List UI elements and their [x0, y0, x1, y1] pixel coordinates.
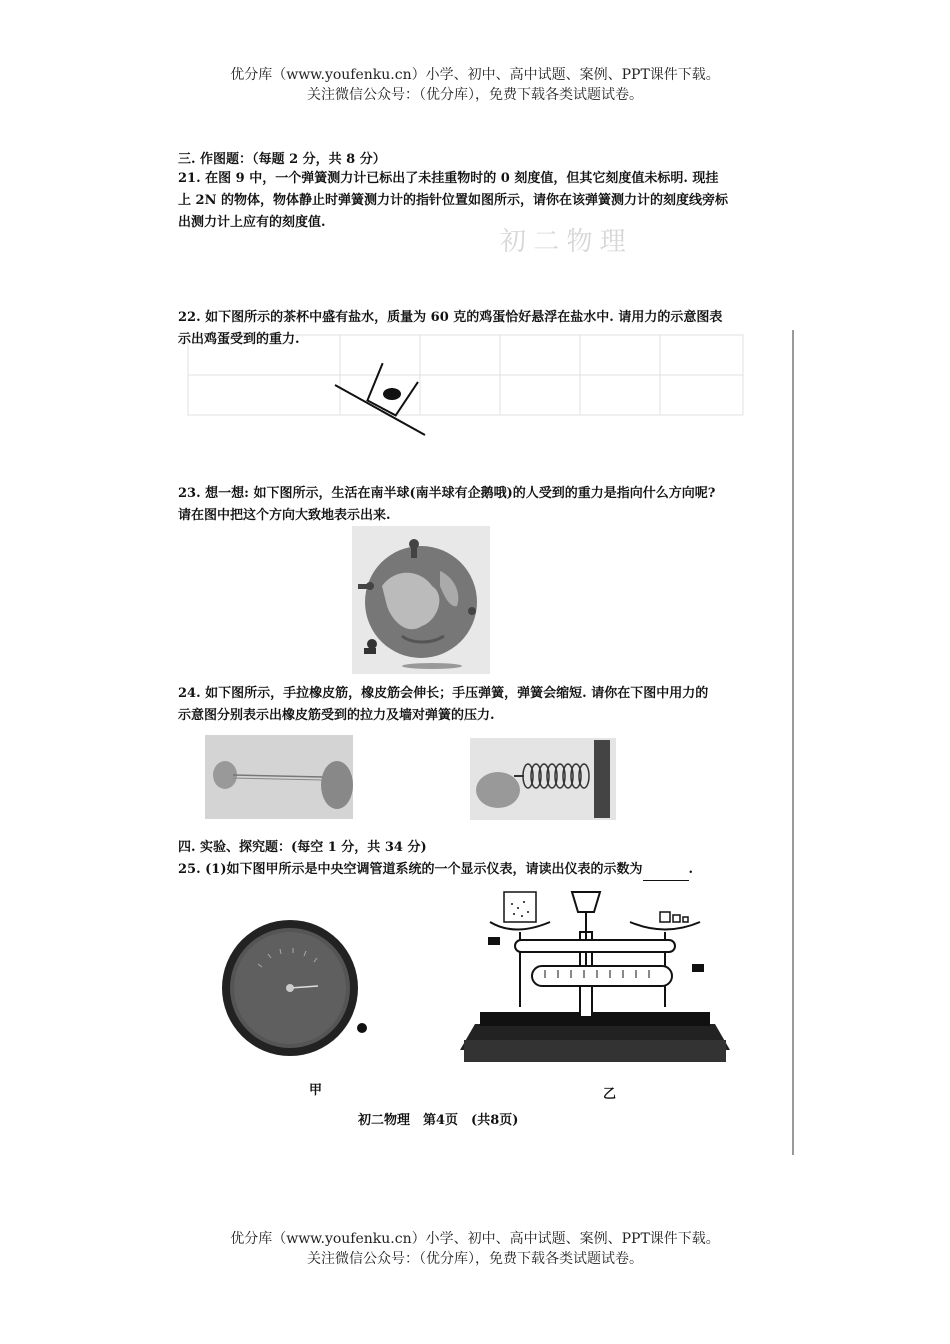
q23-line-2: 请在图中把这个方向大致地表示出来. — [178, 508, 391, 523]
svg-text:初 二 物 理: 初 二 物 理 — [500, 226, 626, 256]
q25-answer-blank[interactable] — [643, 866, 689, 881]
pressure-gauge-figure — [218, 916, 368, 1066]
gauge-label: 甲 — [309, 1083, 323, 1098]
header-line-1: 优分库（www.youfenku.cn）小学、初中、高中试题、案例、PPT课件下载。 — [230, 67, 720, 83]
q25-text: 25. (1)如下图甲所示是中央空调管道系统的一个显示仪表，请读出仪表的示数为 — [178, 862, 643, 877]
header-line-2: 关注微信公众号：（优分库），免费下载各类试题试卷。 — [307, 87, 643, 103]
spring-wall-figure — [470, 738, 616, 820]
section-3-title: 三. 作图题：（每题 2 分，共 8 分） — [178, 152, 386, 167]
footer-line-2: 关注微信公众号：（优分库），免费下载各类试题试卷。 — [307, 1251, 643, 1267]
footer-line-1: 优分库（www.youfenku.cn）小学、初中、高中试题、案例、PPT课件下载。 — [230, 1231, 720, 1247]
q22-line-1: 22. 如下图所示的茶杯中盛有盐水，质量为 60 克的鸡蛋恰好悬浮在盐水中. 请用力的示意图表 — [178, 310, 723, 325]
page-footer: 初二物理 第4页 (共8页) — [358, 1113, 519, 1128]
q22-line-2: 示出鸡蛋受到的重力. — [178, 332, 300, 347]
q25-line-1: 25. (1)如下图甲所示是中央空调管道系统的一个显示仪表，请读出仪表的示数为 . — [178, 859, 693, 881]
q24-line-2: 示意图分别表示出橡皮筋受到的拉力及墙对弹簧的压力. — [178, 708, 495, 723]
q21-line-1: 21. 在图 9 中，一个弹簧测力计已标出了未挂重物时的 0 刻度值，但其它刻度值未标明. 现挂 — [178, 171, 719, 186]
cup-egg-figure — [330, 360, 430, 440]
rubber-band-figure — [205, 735, 353, 819]
section-4-title: 四. 实验、探究题：(每空 1 分，共 34 分) — [178, 840, 427, 855]
q21-line-2: 上 2N 的物体，物体静止时弹簧测力计的指针位置如图所示，请你在该弹簧测力计的刻度线旁标 — [178, 193, 728, 208]
q23-line-1: 23. 想一想: 如下图所示，生活在南半球(南半球有企鹅哦)的人受到的重力是指向什么方向呢? — [178, 486, 716, 501]
balance-figure — [460, 882, 730, 1064]
balance-label: 乙 — [603, 1087, 617, 1102]
q21-line-3: 出测力计上应有的刻度值. — [178, 215, 326, 230]
earth-figure — [352, 526, 490, 674]
q24-line-1: 24. 如下图所示，手拉橡皮筋，橡皮筋会伸长；手压弹簧，弹簧会缩短. 请你在下图中用力的 — [178, 686, 709, 701]
